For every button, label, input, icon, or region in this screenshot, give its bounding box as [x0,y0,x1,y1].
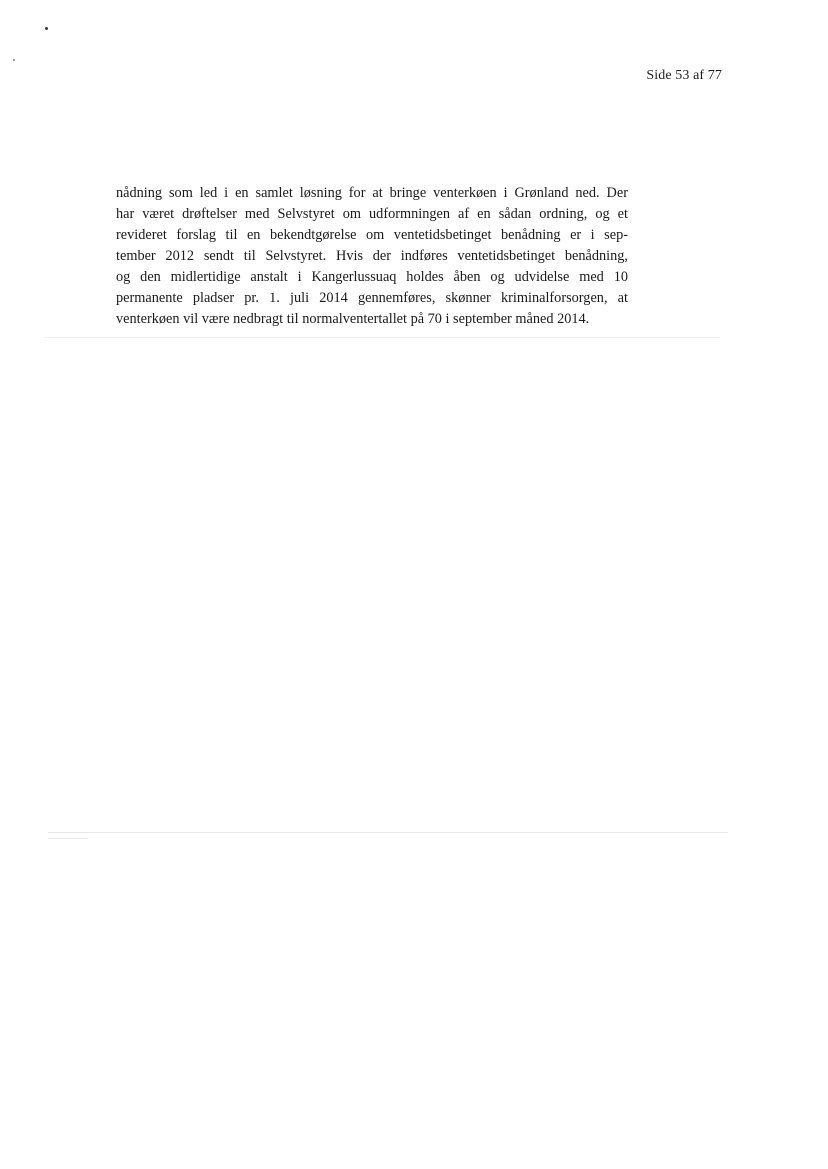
paragraph-line: har været drøftelser med Selvstyret om udformningen af en sådan ordning, og et [116,206,628,222]
paragraph-line: tember 2012 sendt til Selvstyret. Hvis der indføres ventetidsbetinget benådning, [116,248,628,264]
scan-speck [13,59,15,61]
scan-speck [45,27,48,30]
paragraph-line: og den midlertidige anstalt i Kangerlussuaq holdes åben og udvidelse med 10 [116,269,628,285]
scan-artifact-line [44,337,720,338]
paragraph-line: venterkøen vil være nedbragt til normalventertallet på 70 i september måned 2014. [116,311,590,327]
paragraph-line: nådning som led i en samlet løsning for at bringe venterkøen i Grønland ned. Der [116,185,628,201]
scan-artifact-line [48,838,88,839]
body-paragraph [116,183,628,330]
scan-artifact-line [48,832,728,833]
paragraph-line: revideret forslag til en bekendtgørelse om ventetidsbetinget benådning er i sep- [116,227,628,243]
paragraph-line: permanente pladser pr. 1. juli 2014 gennemføres, skønner kriminalforsorgen, at [116,290,628,306]
page-number: Side 53 af 77 [646,68,722,83]
